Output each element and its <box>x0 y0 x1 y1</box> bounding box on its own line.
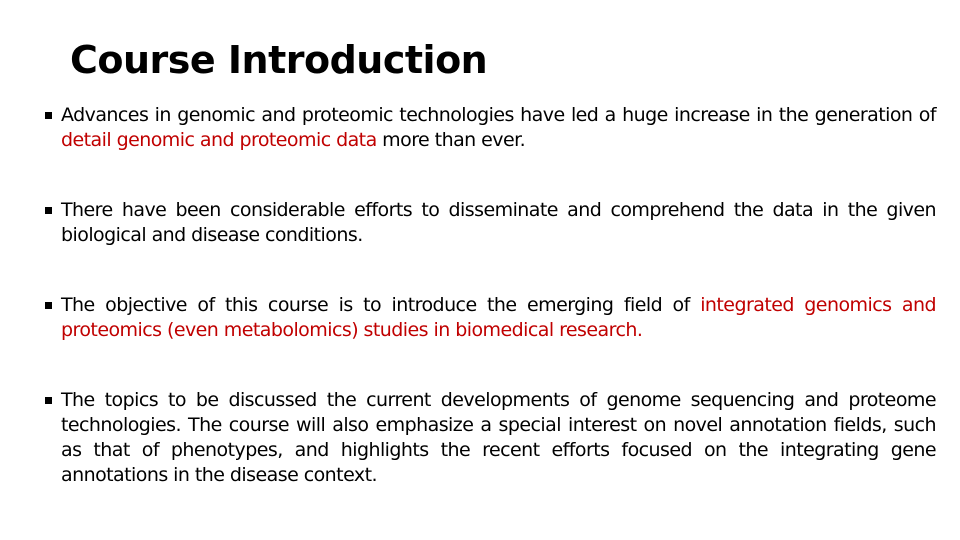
bullet-text: The topics to be discussed the current developments of genome sequencing and proteome technologies. The course will also emphasize a special interest on novel annotation fields, such as that of phenotypes, and highlights the recent efforts focused on the integrating gene annotations in the disease context. <box>61 389 936 486</box>
bullet-text: more than ever. <box>376 129 526 151</box>
slide-title: Course Introduction <box>70 38 488 82</box>
highlighted-text: integrated genomics and proteomics (even metabolomics) studies in biomedical research. <box>61 294 936 341</box>
bullet-item <box>44 388 936 488</box>
square-bullet-icon <box>45 397 52 404</box>
bullet-item <box>44 293 936 343</box>
bullet-item <box>44 103 936 153</box>
bullet-text: Advances in genomic and proteomic technologies have led a huge increase in the generation of <box>61 104 936 126</box>
square-bullet-icon <box>45 112 52 119</box>
highlighted-text: detail genomic and proteomic data <box>61 129 377 151</box>
bullet-list <box>44 103 936 488</box>
square-bullet-icon <box>45 302 52 309</box>
bullet-text: There have been considerable efforts to disseminate and comprehend the data in the given biological and disease conditions. <box>61 199 936 246</box>
bullet-text: The objective of this course is to introduce the emerging field of <box>61 294 701 316</box>
square-bullet-icon <box>45 207 52 214</box>
bullet-item <box>44 198 936 248</box>
